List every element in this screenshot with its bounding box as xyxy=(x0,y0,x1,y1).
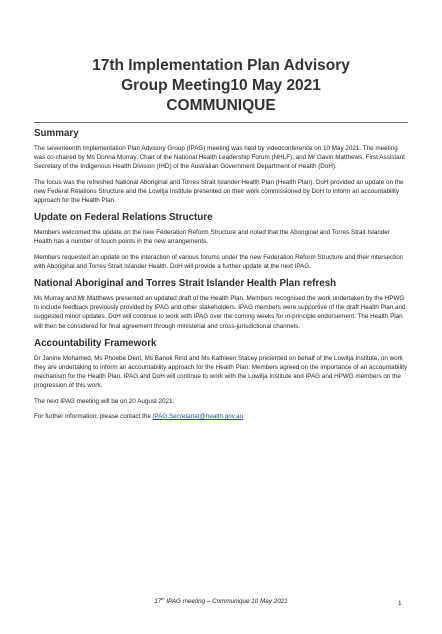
section-summary xyxy=(34,127,408,205)
title-line-3: COMMUNIQUE xyxy=(166,97,276,114)
footer-ordinal-suffix: th xyxy=(161,596,165,601)
paragraph: Dr Janine Mohamed, Ms Phoebe Dent, Ms Banok Rind and Ms Kathleen Stacey presented on behalf of the Lowitja Institute, on work they are undertaking to inform an accountability approach for the Health Plan. Members agreed on the importance of an accountability mechanism for the Health Plan. IPAG and DoH will continue to work with the Lowitja Institute and IPAG and HPWG members on the progression of this work. xyxy=(34,354,408,390)
section-heading: Accountability Framework xyxy=(34,337,157,349)
section-heading: Summary xyxy=(34,128,79,139)
title-line-1: 17th Implementation Plan Advisory xyxy=(92,57,350,74)
section-federal-relations xyxy=(34,211,408,271)
document-body xyxy=(34,127,408,427)
section-accountability-framework xyxy=(34,337,408,406)
paragraph: Ms Murray and Mr Matthews presented an updated draft of the Health Plan. Members recognised the work undertaken by the HPWG to include feedback previously provided by IPAG and other stakeholders. IPAG members were supportive of the draft Health Plan and suggested minor updates. DoH will continue to work with IPAG over the coming weeks for in-principle endorsement. The Health Plan will then be considered for final agreement through ministerial and cross-jurisdictional channels. xyxy=(34,295,406,330)
section-health-plan-refresh xyxy=(34,277,408,331)
title-line-2: Group Meeting10 May 2021 xyxy=(121,77,321,94)
paragraph: The seventeenth Implementation Plan Advisory Group (IPAG) meeting was held by videoconference on 10 May 2021. The meeting was co-chaired by Ms Donna Murray, Chair of the National Health Leadership Forum (NHLF), and Mr Gavin Matthews, First Assistant Secretary of the Indigenous Health Division (IHD) of the Australian Government Department of Health (DoH). xyxy=(34,145,405,171)
section-heading: National Aboriginal and Torres Strait Islander Health Plan refresh xyxy=(34,278,337,290)
paragraph: Members requested an update on the interaction of various forums under the new Federation Reform Structure and their intersection with Aboriginal and Torres Strait Islander Health. DoH will provide a further update at the next IPAG. xyxy=(34,253,404,270)
footer-text: IPAG meeting – Communique 10 May 2021 xyxy=(164,598,288,606)
footer-number: 17 xyxy=(154,598,162,606)
paragraph: Members welcomed the update on the new Federation Reform Structure and noted that the Aboriginal and Torres Strait Islander Health has a number of touch points in the new arrangements. xyxy=(34,229,390,246)
page-footer xyxy=(0,596,442,605)
title-divider xyxy=(34,122,408,123)
contact-text: For further information, please contact the xyxy=(34,412,153,420)
page-number: 1 xyxy=(398,600,402,607)
paragraph: The next IPAG meeting will be on 20 August 2021. xyxy=(34,397,175,405)
paragraph: The focus was the refreshed National Aboriginal and Torres Strait Islander Health Plan (Health Plan). DoH provided an update on the new Federal Relations Structure and the Lowitja Institute presented on their work commissioned by DoH to inform an accountability approach for the Health Plan. xyxy=(34,178,404,205)
secretariat-email-link[interactable]: IPAG.Secretariat@health.gov.au xyxy=(152,412,244,420)
section-heading: Update on Federal Relations Structure xyxy=(34,212,213,224)
document-title xyxy=(0,56,442,116)
contact-line xyxy=(34,412,408,421)
